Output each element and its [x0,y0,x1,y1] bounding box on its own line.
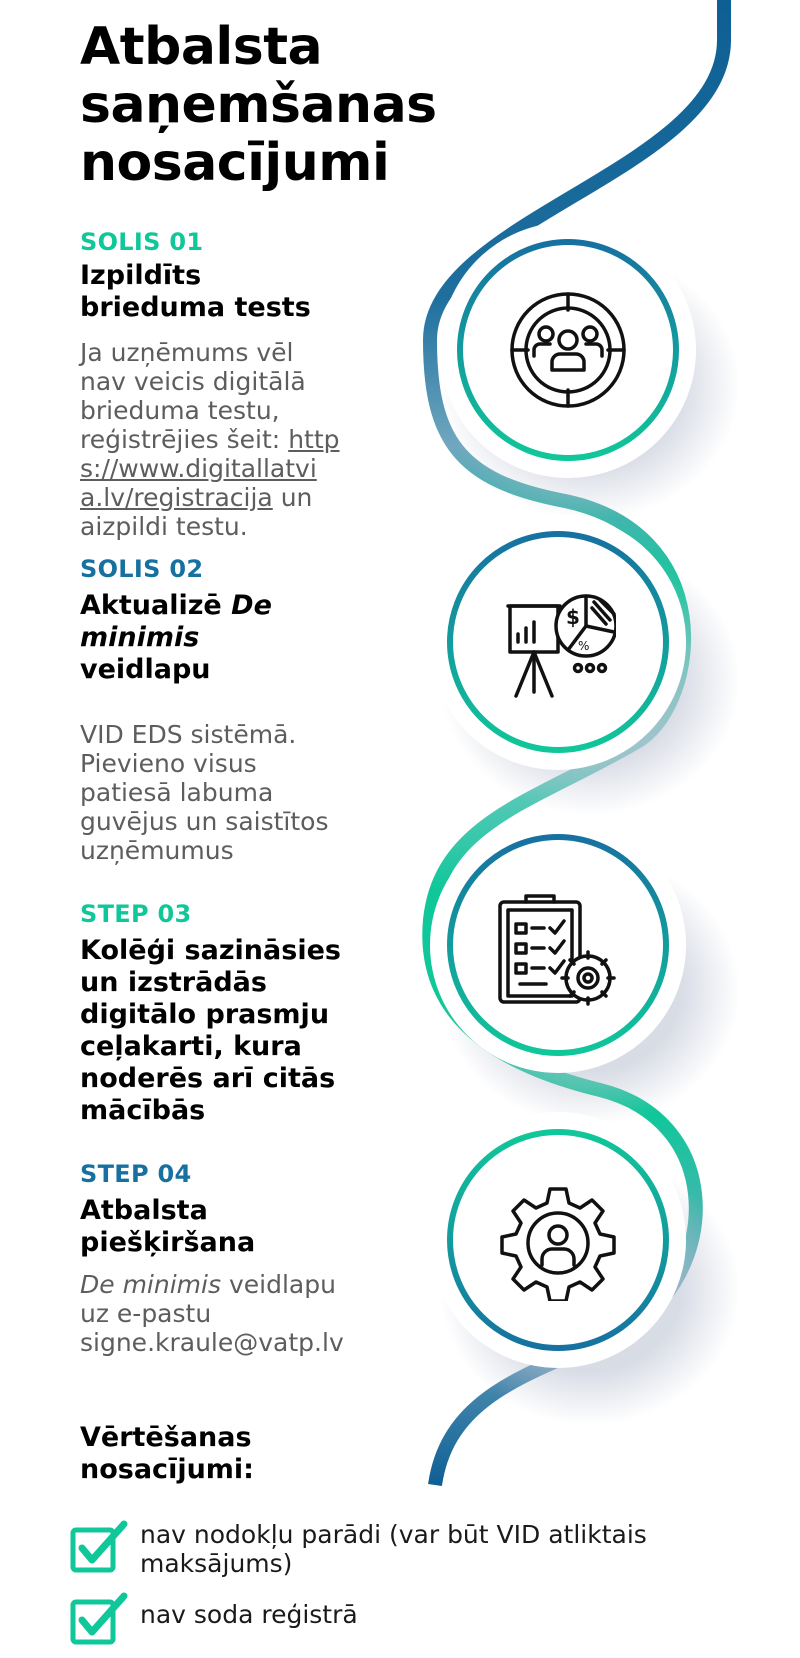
svg-text:%: % [578,639,590,653]
criteria-title: Vērtēšanas nosacījumi: [80,1422,254,1485]
step-1-body [80,338,340,541]
step-4-label: STEP 04 [80,1160,192,1188]
title-line-3: nosacījumi [80,133,390,193]
step-1-body-text: Ja uzņēmums vēl nav veicis digitālā brieduma testu, reģistrējies šeit: [80,338,306,454]
criteria-item-text: nav soda reģistrā [140,1600,358,1629]
step-3-heading: Kolēģi sazināsies un izstrādās digitālo prasmju ceļakarti, kura noderēs arī citās mācībās [80,935,341,1126]
title-line-2: saņemšanas [80,75,437,135]
step-2-body: VID EDS sistēmā. Pievieno visus patiesā labuma guvējus un saistītos uzņēmumus [80,720,329,865]
check-icon [70,1520,130,1576]
step-2-heading [80,590,300,686]
step-2-label: SOLIS 02 [80,555,204,583]
title-line-1: Atbalsta [80,17,323,77]
step-4-body-rest: veidlapu uz e-pastu signe.kraule@vatp.lv [80,1270,344,1357]
presentation-chart-icon [506,592,616,702]
step-4-body [80,1270,370,1357]
gear-user-icon [500,1185,616,1301]
clipboard-checklist-gear-icon [496,890,616,1010]
check-icon [70,1592,130,1648]
step-2-heading-em: De minimis [80,590,272,653]
step-3-label: STEP 03 [80,900,192,928]
registration-link[interactable]: https://www.digitallatvia.lv/registracija [80,425,340,512]
target-group-icon [508,290,628,410]
criteria-item-text: nav nodokļu parādi (var būt VID atliktais maksājums) [140,1520,647,1578]
step-1-label: SOLIS 01 [80,228,204,256]
step-2-heading-post: veidlapu [80,654,211,685]
page-title [80,18,437,192]
step-2-heading-pre: Aktualizē [80,590,222,621]
step-1-heading: Izpildīts brieduma tests [80,260,311,323]
step-4-body-em: De minimis [80,1270,221,1299]
step-4-heading: Atbalsta piešķiršana [80,1195,256,1258]
step-1-body-end: un aizpildi testu. [80,483,313,541]
svg-text:$: $ [566,605,580,629]
